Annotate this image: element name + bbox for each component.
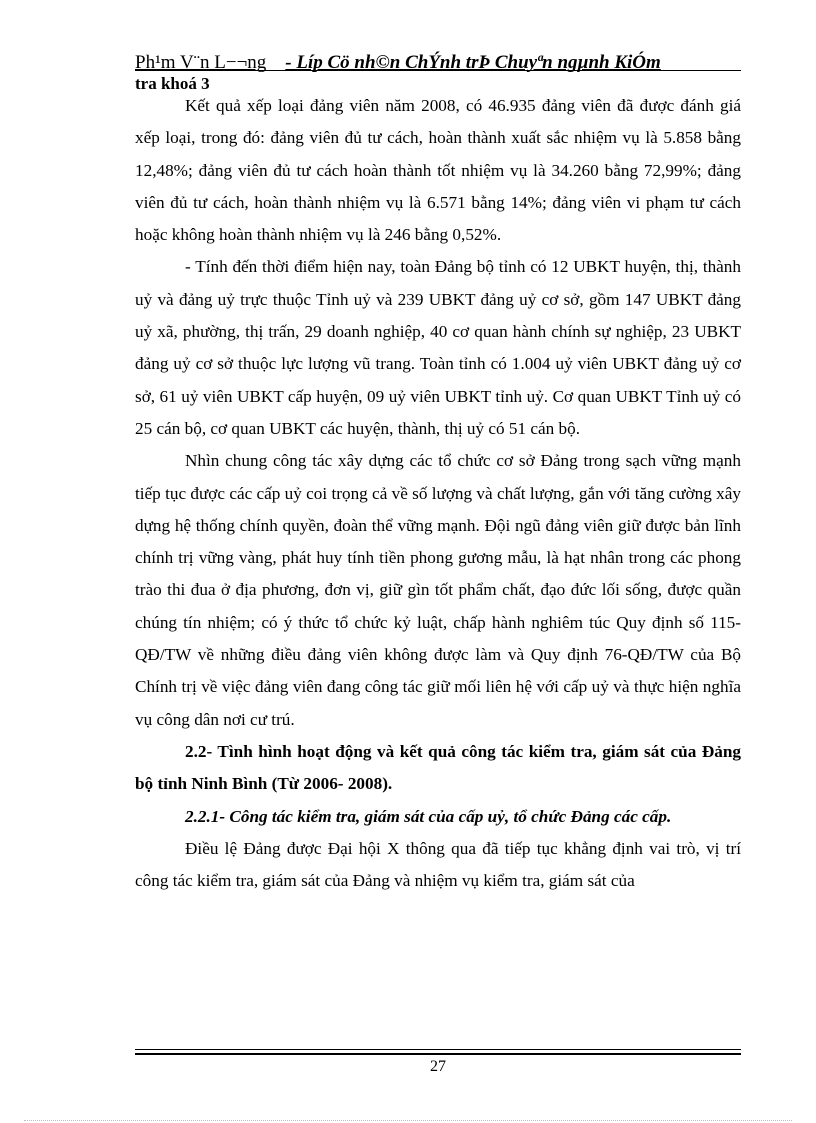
- paragraph-inspection-committees: - Tính đến thời điểm hiện nay, toàn Đảng bộ tỉnh có 12 UBKT huyện, thị, thành uỷ và đảng uỷ trực thuộc Tỉnh uỷ và 239 UBKT đảng uỷ cơ sở, gồm 147 UBKT đảng uỷ xã, phường, thị trấn, 29 doanh nghiệp, 40 cơ quan hành chính sự nghiệp, 23 UBKT đảng uỷ cơ sở thuộc lực lượng vũ trang. Toàn tỉnh có 1.004 uỷ viên UBKT đảng uỷ cơ sở, 61 uỷ viên UBKT cấp huyện, 09 uỷ viên UBKT tỉnh uỷ. Cơ quan UBKT Tỉnh uỷ có 25 cán bộ, cơ quan UBKT các huyện, thành, thị uỷ có 51 cán bộ.: [135, 257, 741, 438]
- header-course-continued: tra khoá 3: [135, 74, 210, 93]
- paragraph-party-charter: Điều lệ Đảng được Đại hội X thông qua đã tiếp tục khẳng định vai trò, vị trí công tác kiểm tra, giám sát của Đảng và nhiệm vụ kiểm tra, giám sát của: [135, 838, 741, 891]
- footer-rule-thin: [135, 1049, 741, 1050]
- footer-rule-thick: [135, 1053, 741, 1055]
- document-body: [135, 90, 741, 897]
- paragraph-party-member-ranking: Kết quả xếp loại đảng viên năm 2008, có 46.935 đảng viên đã được đánh giá xếp loại, trong đó: đảng viên đủ tư cách, hoàn thành xuất sắc nhiệm vụ là 5.858 bằng 12,48%; đảng viên đủ tư cách hoàn thành tốt nhiệm vụ là 34.260 bằng 72,99%; đảng viên đủ tư cách, hoàn thành nhiệm vụ là 6.571 bằng 14%; đảng viên vi phạm tư cách hoặc không hoàn thành nhiệm vụ là 246 bằng 0,52%.: [135, 96, 741, 245]
- header-rule: [135, 70, 741, 71]
- section-heading-2-2-1: 2.2.1- Công tác kiểm tra, giám sát của cấp uỷ, tổ chức Đảng các cấp.: [185, 806, 672, 826]
- page-header: [135, 52, 741, 94]
- header-course: - Líp Cö nh©n ChÝnh trÞ Chuyªn ngµnh KiÓm: [285, 52, 661, 73]
- section-heading-2-2: 2.2- Tình hình hoạt động và kết quả công tác kiểm tra, giám sát của Đảng bộ tỉnh Ninh Bình (Từ 2006- 2008).: [135, 741, 741, 794]
- page-edge-divider: [24, 1120, 792, 1121]
- header-author: Ph¹m V¨n L−¬ng: [135, 52, 267, 73]
- page-number: 27: [430, 1058, 446, 1075]
- paragraph-overall-assessment: Nhìn chung công tác xây dựng các tổ chức cơ sở Đảng trong sạch vững mạnh tiếp tục được các cấp uỷ coi trọng cả về số lượng và chất lượng, gắn với tăng cường xây dựng hệ thống chính quyền, đoàn thể vững mạnh. Đội ngũ đảng viên giữ được bản lĩnh chính trị vững vàng, phát huy tính tiền phong gương mẫu, là hạt nhân trong các phong trào thi đua ở địa phương, đơn vị, giữ gìn tốt phẩm chất, đạo đức lối sống, được quần chúng tín nhiệm; có ý thức tổ chức kỷ luật, chấp hành nghiêm túc Quy định số 115- QĐ/TW về những điều đảng viên không được làm và Quy định 76-QĐ/TW của Bộ Chính trị về việc đảng viên đang công tác giữ mối liên hệ với cấp uỷ và thực hiện nghĩa vụ công dân nơi cư trú.: [135, 451, 741, 729]
